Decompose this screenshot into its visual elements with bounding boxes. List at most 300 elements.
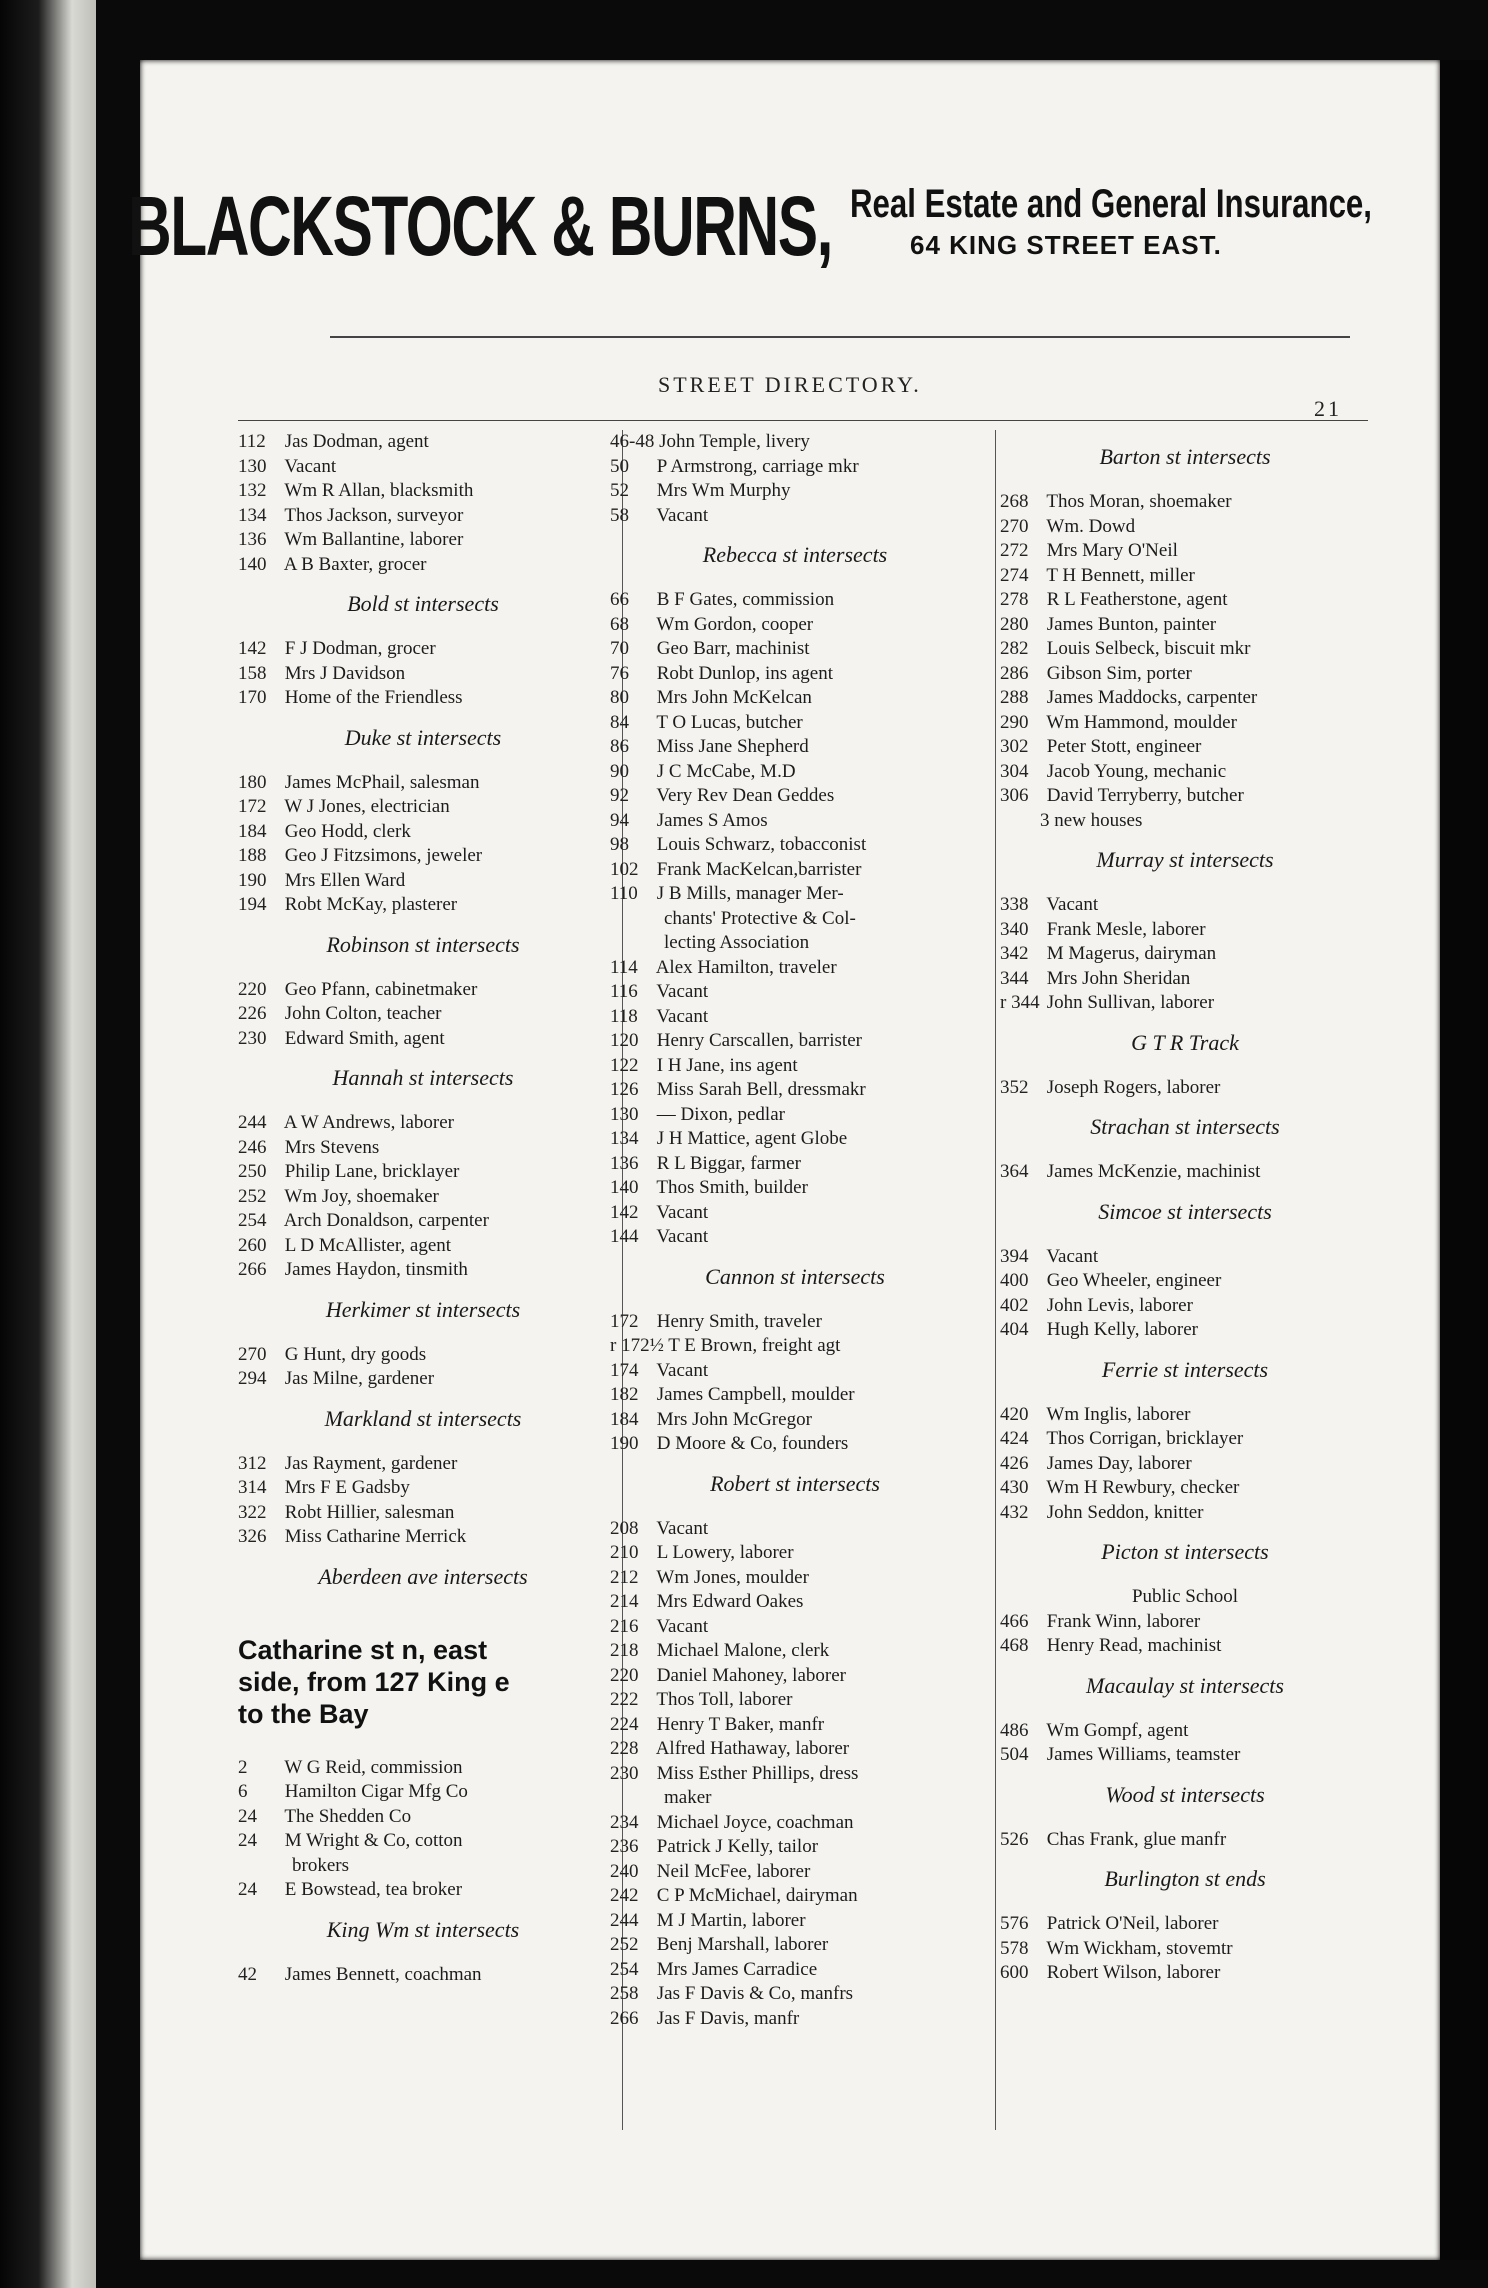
resident-name: Vacant <box>656 981 709 1002</box>
resident-name: Alex Hamilton, traveler <box>655 956 837 978</box>
header-rule <box>330 336 1350 338</box>
directory-entry <box>610 1762 980 1787</box>
house-number: 144 <box>610 1226 639 1247</box>
brand-name: BLACKSTOCK & BURNS, <box>128 179 833 273</box>
house-number: 126 <box>610 1079 639 1100</box>
house-number: 244 <box>238 1112 267 1133</box>
house-number: 190 <box>238 869 267 891</box>
house-number: 24 <box>238 1879 257 1900</box>
intersection-heading: Picton st intersects <box>1101 1539 1269 1564</box>
directory-entry <box>610 784 980 809</box>
directory-entry <box>238 844 608 869</box>
resident-name: W J Jones, electrician <box>284 796 450 817</box>
house-number: 270 <box>238 1343 267 1365</box>
directory-entry <box>610 1334 980 1359</box>
directory-entry <box>610 1737 980 1762</box>
resident-name: Arch Donaldson, carpenter <box>283 1210 489 1231</box>
title-rule <box>238 420 1368 421</box>
directory-entry <box>610 504 980 529</box>
directory-entry <box>1000 564 1370 589</box>
directory-entry <box>610 1517 980 1542</box>
house-number: 430 <box>1000 1477 1029 1498</box>
directory-entry <box>238 1027 608 1052</box>
resident-name: Chas Frank, glue manfr <box>1046 1828 1227 1850</box>
intersection-heading: Markland st intersects <box>324 1405 522 1431</box>
street-heading-line: Catharine st n, east <box>238 1634 488 1665</box>
house-number: 110 <box>610 883 638 904</box>
directory-entry <box>610 1029 980 1054</box>
house-number: 246 <box>238 1136 267 1158</box>
directory-entry <box>238 771 608 796</box>
directory-entry <box>1000 1937 1370 1962</box>
resident-name: Vacant <box>656 1201 709 1223</box>
directory-entry <box>238 1136 608 1161</box>
intersection-heading: Strachan st intersects <box>1090 1114 1280 1139</box>
resident-name: Vacant <box>656 1005 709 1027</box>
directory-entry <box>610 455 980 480</box>
resident-name: Thos Toll, laborer <box>656 1689 793 1710</box>
resident-name: Mrs F E Gadsby <box>284 1477 410 1498</box>
house-number: 254 <box>610 1958 639 1980</box>
entry-continuation: brokers <box>292 1854 349 1876</box>
directory-entry <box>238 1185 608 1210</box>
house-number: 304 <box>1000 760 1029 782</box>
house-number: 504 <box>1000 1744 1029 1765</box>
directory-entry <box>1000 893 1370 918</box>
resident-name: Vacant <box>284 455 337 477</box>
resident-name: Louis Selbeck, biscuit mkr <box>1046 638 1251 659</box>
house-number: 404 <box>1000 1319 1029 1340</box>
resident-name: T O Lucas, butcher <box>656 711 803 733</box>
street-heading-line: to the Bay <box>238 1698 369 1729</box>
house-number: 182 <box>610 1384 639 1405</box>
house-number: 258 <box>610 1983 639 2004</box>
directory-entry <box>1000 991 1370 1016</box>
house-number: 270 <box>1000 515 1029 537</box>
house-number: 216 <box>610 1615 639 1637</box>
house-number: 50 <box>610 455 629 477</box>
resident-name: Wm Jones, moulder <box>656 1566 809 1588</box>
house-number: 228 <box>610 1738 639 1759</box>
house-number: 122 <box>610 1054 639 1076</box>
resident-name: Miss Jane Shepherd <box>656 736 809 757</box>
house-number: 92 <box>610 785 629 806</box>
directory-entry <box>1000 1634 1370 1659</box>
directory-entry <box>1000 1318 1370 1343</box>
directory-entry <box>610 1982 980 2007</box>
house-number: 140 <box>610 1177 639 1198</box>
directory-entry <box>610 479 980 504</box>
house-number: 230 <box>238 1027 267 1049</box>
resident-name: Daniel Mahoney, laborer <box>656 1664 846 1686</box>
house-number: 84 <box>610 711 629 733</box>
resident-name: Geo Pfann, cabinetmaker <box>284 978 478 1000</box>
directory-column-3 <box>1000 430 1370 1986</box>
section-title: STREET DIRECTORY. <box>658 372 922 397</box>
house-number: 118 <box>610 1005 638 1027</box>
directory-entry <box>610 735 980 760</box>
intersection-heading: Murray st intersects <box>1096 847 1274 872</box>
directory-entry <box>610 809 980 834</box>
directory-entry <box>610 1078 980 1103</box>
resident-name: Hamilton Cigar Mfg Co <box>284 1781 468 1802</box>
resident-name: John Seddon, knitter <box>1046 1501 1204 1523</box>
resident-name: Gibson Sim, porter <box>1046 662 1192 684</box>
resident-name: James McPhail, salesman <box>284 771 480 793</box>
house-number: 252 <box>238 1185 267 1207</box>
resident-name: Wm Wickham, stovemtr <box>1046 1937 1233 1959</box>
directory-entry <box>238 869 608 894</box>
house-number: 42 <box>238 1963 257 1985</box>
directory-entry <box>1000 686 1370 711</box>
resident-name: Home of the Friendless <box>284 687 463 708</box>
resident-name: Wm Joy, shoemaker <box>284 1185 439 1207</box>
house-number: 24 <box>238 1830 257 1851</box>
directory-entry <box>238 1111 608 1136</box>
directory-entry <box>610 1225 980 1250</box>
directory-entry <box>238 1209 608 1234</box>
house-number: 306 <box>1000 785 1029 806</box>
scan-binding-edge <box>0 0 96 2288</box>
resident-name: Geo Wheeler, engineer <box>1046 1270 1222 1291</box>
house-number: 184 <box>238 820 267 842</box>
intersection-heading: Burlington st ends <box>1104 1866 1266 1891</box>
house-number: 170 <box>238 687 267 708</box>
resident-name: David Terryberry, butcher <box>1046 785 1244 806</box>
directory-entry <box>238 1501 608 1526</box>
house-number: 208 <box>610 1517 639 1539</box>
directory-column-1 <box>238 430 608 1987</box>
house-number: 352 <box>1000 1076 1029 1098</box>
directory-entry <box>238 1878 608 1903</box>
resident-name: John Levis, laborer <box>1046 1294 1193 1316</box>
house-number: 294 <box>238 1368 267 1389</box>
house-number: 314 <box>238 1477 267 1498</box>
directory-entry <box>1000 967 1370 992</box>
house-number: 250 <box>238 1161 267 1182</box>
house-number: 326 <box>238 1526 267 1547</box>
street-heading-line: side, from 127 King e <box>238 1666 510 1697</box>
resident-name: Mrs Mary O'Neil <box>1046 540 1178 561</box>
directory-entry <box>1000 1719 1370 1744</box>
house-number: 134 <box>610 1128 639 1149</box>
house-number: 66 <box>610 589 629 610</box>
resident-name: Vacant <box>656 1615 709 1637</box>
resident-name: Frank MacKelcan,barrister <box>656 858 862 880</box>
resident-name: Geo Hodd, clerk <box>284 820 411 842</box>
directory-entry <box>610 1408 980 1433</box>
directory-entry <box>610 1005 980 1030</box>
house-number: 58 <box>610 504 629 526</box>
resident-name: E Bowstead, tea broker <box>284 1879 463 1900</box>
intersection-heading: Robinson st intersects <box>326 931 520 957</box>
street-section-heading <box>238 1634 608 1730</box>
directory-entry <box>610 1054 980 1079</box>
house-number: 274 <box>1000 564 1029 586</box>
resident-name: Benj Marshall, laborer <box>656 1934 829 1955</box>
house-number: 236 <box>610 1836 639 1857</box>
directory-entry <box>238 686 608 711</box>
house-number: 302 <box>1000 736 1029 757</box>
resident-name: Peter Stott, engineer <box>1046 736 1202 757</box>
resident-name: Robt McKay, plasterer <box>284 894 458 915</box>
directory-entry <box>610 956 980 981</box>
house-number: 172 <box>238 796 267 817</box>
directory-entry <box>238 978 608 1003</box>
house-number: 214 <box>610 1591 639 1612</box>
directory-entry <box>610 1884 980 1909</box>
directory-entry <box>1000 735 1370 760</box>
resident-name: C P McMichael, dairyman <box>656 1885 858 1906</box>
resident-name: Patrick O'Neil, laborer <box>1046 1913 1219 1934</box>
directory-entry <box>1000 1912 1370 1937</box>
resident-name: Thos Smith, builder <box>656 1177 808 1198</box>
house-number: 80 <box>610 687 629 708</box>
house-number: 24 <box>238 1805 257 1827</box>
house-number: 224 <box>610 1713 639 1735</box>
house-number: 98 <box>610 834 629 855</box>
directory-entry <box>1000 1961 1370 1986</box>
directory-entry <box>238 1525 608 1550</box>
directory-entry <box>1000 1501 1370 1526</box>
resident-name: Jas Rayment, gardener <box>284 1452 458 1474</box>
house-number: r 172½ <box>610 1335 664 1356</box>
directory-entry <box>610 662 980 687</box>
house-number: 526 <box>1000 1828 1029 1850</box>
resident-name: Miss Catharine Merrick <box>284 1526 467 1547</box>
resident-name: Joseph Rogers, laborer <box>1046 1076 1221 1098</box>
directory-entry <box>610 1933 980 1958</box>
resident-name: James Day, laborer <box>1046 1452 1192 1474</box>
landmark-label: Public School <box>1131 1586 1239 1607</box>
resident-name: Robert Wilson, laborer <box>1046 1962 1221 1983</box>
resident-name: G Hunt, dry goods <box>284 1343 427 1365</box>
resident-name: Wm Inglis, laborer <box>1046 1403 1191 1425</box>
intersection-heading: Herkimer st intersects <box>325 1296 521 1322</box>
house-number: 76 <box>610 662 629 684</box>
house-number: 136 <box>238 529 267 550</box>
house-number: 86 <box>610 736 629 757</box>
directory-entry <box>610 1201 980 1226</box>
house-number: 116 <box>610 981 638 1002</box>
resident-name: Robt Hillier, salesman <box>284 1501 455 1523</box>
house-number: 364 <box>1000 1161 1029 1182</box>
resident-name: L Lowery, laborer <box>656 1542 794 1563</box>
resident-name: Patrick J Kelly, tailor <box>656 1836 819 1857</box>
directory-entry <box>1000 1476 1370 1501</box>
house-number: 244 <box>610 1909 639 1931</box>
resident-name: James Campbell, moulder <box>656 1384 855 1405</box>
house-number: 268 <box>1000 491 1029 512</box>
resident-name: M Wright & Co, cotton <box>284 1830 463 1851</box>
directory-entry <box>1000 1403 1370 1428</box>
directory-entry <box>1000 637 1370 662</box>
house-number: 344 <box>1000 967 1029 989</box>
resident-name: Geo Barr, machinist <box>656 638 810 659</box>
directory-entry <box>238 1780 608 1805</box>
house-number: 2 <box>238 1756 248 1778</box>
resident-name: Hugh Kelly, laborer <box>1046 1319 1198 1340</box>
directory-column-2 <box>610 430 980 2031</box>
resident-name: Wm R Allan, blacksmith <box>284 480 474 501</box>
resident-name: Henry Carscallen, barrister <box>656 1030 862 1051</box>
resident-name: R L Featherstone, agent <box>1046 589 1228 610</box>
directory-entry <box>238 1367 608 1392</box>
resident-name: Vacant <box>656 1517 709 1539</box>
house-number: 272 <box>1000 540 1029 561</box>
house-number: 70 <box>610 638 629 659</box>
directory-entry <box>238 820 608 845</box>
directory-entry <box>238 1234 608 1259</box>
resident-name: Jacob Young, mechanic <box>1046 760 1227 782</box>
resident-name: James Bunton, painter <box>1046 613 1217 635</box>
house-number: 468 <box>1000 1635 1029 1656</box>
house-number: 432 <box>1000 1501 1029 1523</box>
directory-entry <box>238 455 608 480</box>
resident-name: James Williams, teamster <box>1046 1744 1241 1765</box>
house-number: 282 <box>1000 638 1029 659</box>
directory-entry <box>238 1258 608 1283</box>
resident-name: Wm Ballantine, laborer <box>284 529 464 550</box>
house-number: 120 <box>610 1030 639 1051</box>
house-number: 132 <box>238 480 267 501</box>
resident-name: Philip Lane, bricklayer <box>284 1161 460 1182</box>
resident-name: I H Jane, ins agent <box>656 1054 798 1076</box>
directory-entry <box>238 795 608 820</box>
house-number: 242 <box>610 1885 639 1906</box>
resident-name: Vacant <box>656 1226 709 1247</box>
advertisement-banner <box>128 178 1372 328</box>
house-number: 286 <box>1000 662 1029 684</box>
resident-name: John Sullivan, laborer <box>1046 992 1215 1013</box>
house-number: 424 <box>1000 1428 1029 1449</box>
column-divider-2 <box>995 430 996 2130</box>
directory-entry <box>238 504 608 529</box>
directory-entry <box>610 1359 980 1384</box>
directory-entry <box>610 1103 980 1128</box>
directory-entry <box>610 1909 980 1934</box>
house-number: 220 <box>610 1664 639 1686</box>
house-number: 218 <box>610 1640 639 1661</box>
resident-name: Neil McFee, laborer <box>656 1860 811 1882</box>
directory-entry <box>610 2007 980 2032</box>
directory-entry <box>610 1176 980 1201</box>
directory-entry <box>1000 784 1370 809</box>
brand-tagline: Real Estate and General Insurance, <box>850 182 1372 226</box>
house-number: 90 <box>610 760 629 782</box>
resident-name: A B Baxter, grocer <box>283 553 427 575</box>
resident-name: Henry Smith, traveler <box>656 1310 822 1332</box>
house-number: 46-48 <box>610 431 655 452</box>
directory-entry <box>610 858 980 883</box>
resident-name: Vacant <box>1046 894 1099 915</box>
directory-entry <box>1000 588 1370 613</box>
resident-name: Wm Gompf, agent <box>1046 1719 1189 1741</box>
directory-entry <box>610 980 980 1005</box>
intersection-heading: Simcoe st intersects <box>1098 1198 1272 1224</box>
directory-entry <box>238 1160 608 1185</box>
directory-entry <box>610 1590 980 1615</box>
entry-continuation: maker <box>664 1787 712 1808</box>
directory-entry <box>1000 1245 1370 1270</box>
house-number: 280 <box>1000 613 1029 635</box>
directory-entry <box>1000 539 1370 564</box>
resident-name: Henry Read, machinist <box>1046 1635 1222 1656</box>
resident-name: James Maddocks, carpenter <box>1046 687 1258 708</box>
resident-name: Frank Winn, laborer <box>1046 1610 1201 1632</box>
resident-name: Henry T Baker, manfr <box>656 1713 825 1735</box>
resident-name: James Bennett, coachman <box>284 1963 482 1985</box>
directory-entry <box>1000 1160 1370 1185</box>
house-number: 184 <box>610 1408 639 1430</box>
house-number: 260 <box>238 1234 267 1256</box>
house-number: 252 <box>610 1934 639 1955</box>
resident-name: Vacant <box>1046 1245 1099 1267</box>
directory-entry <box>610 1688 980 1713</box>
resident-name: Michael Malone, clerk <box>656 1640 830 1661</box>
house-number: 180 <box>238 771 267 793</box>
resident-name: John Colton, teacher <box>284 1003 442 1024</box>
resident-name: Very Rev Dean Geddes <box>656 785 835 806</box>
directory-entry <box>610 1541 980 1566</box>
house-number: 322 <box>238 1501 267 1523</box>
directory-entry <box>610 1835 980 1860</box>
intersection-heading: Hannah st intersects <box>332 1065 514 1090</box>
scan-dark-margin <box>1440 60 1488 2260</box>
house-number: 400 <box>1000 1270 1029 1291</box>
directory-entry <box>610 1811 980 1836</box>
directory-entry <box>610 833 980 858</box>
resident-name: Mrs John McKelcan <box>656 687 812 708</box>
resident-name: Wm H Rewbury, checker <box>1046 1477 1240 1498</box>
resident-name: Robt Dunlop, ins agent <box>656 662 834 684</box>
resident-name: A W Andrews, laborer <box>283 1112 454 1133</box>
directory-entry <box>238 553 608 578</box>
directory-entry <box>238 1476 608 1501</box>
resident-name: Thos Jackson, surveyor <box>284 504 464 526</box>
house-number: 130 <box>238 455 267 477</box>
directory-entry <box>610 637 980 662</box>
directory-entry <box>610 711 980 736</box>
directory-entry <box>1000 1828 1370 1853</box>
resident-name: Wm Hammond, moulder <box>1046 711 1237 733</box>
resident-name: T E Brown, freight agt <box>668 1335 841 1356</box>
house-number: 142 <box>238 638 267 659</box>
house-number: 278 <box>1000 589 1029 610</box>
resident-name: Wm. Dowd <box>1046 515 1136 537</box>
resident-name: D Moore & Co, founders <box>656 1433 849 1454</box>
house-number: 68 <box>610 613 629 635</box>
resident-name: Mrs James Carradice <box>656 1958 818 1980</box>
directory-entry <box>610 1860 980 1885</box>
resident-name: Geo J Fitzsimons, jeweler <box>284 845 483 866</box>
resident-name: James McKenzie, machinist <box>1046 1161 1261 1182</box>
house-number: 576 <box>1000 1913 1029 1934</box>
resident-name: Wm Gordon, cooper <box>656 613 814 635</box>
resident-name: Jas F Davis, manfr <box>656 2007 800 2029</box>
house-number: 212 <box>610 1566 639 1588</box>
resident-name: F J Dodman, grocer <box>284 638 436 659</box>
resident-name: John Temple, livery <box>659 431 810 452</box>
resident-name: Mrs J Davidson <box>284 662 406 684</box>
directory-entry <box>610 430 980 455</box>
directory-entry <box>1000 662 1370 687</box>
directory-entry <box>238 1002 608 1027</box>
resident-name: Vacant <box>656 504 709 526</box>
directory-entry <box>610 1664 980 1689</box>
house-number: 210 <box>610 1542 639 1563</box>
house-number: 312 <box>238 1452 267 1474</box>
